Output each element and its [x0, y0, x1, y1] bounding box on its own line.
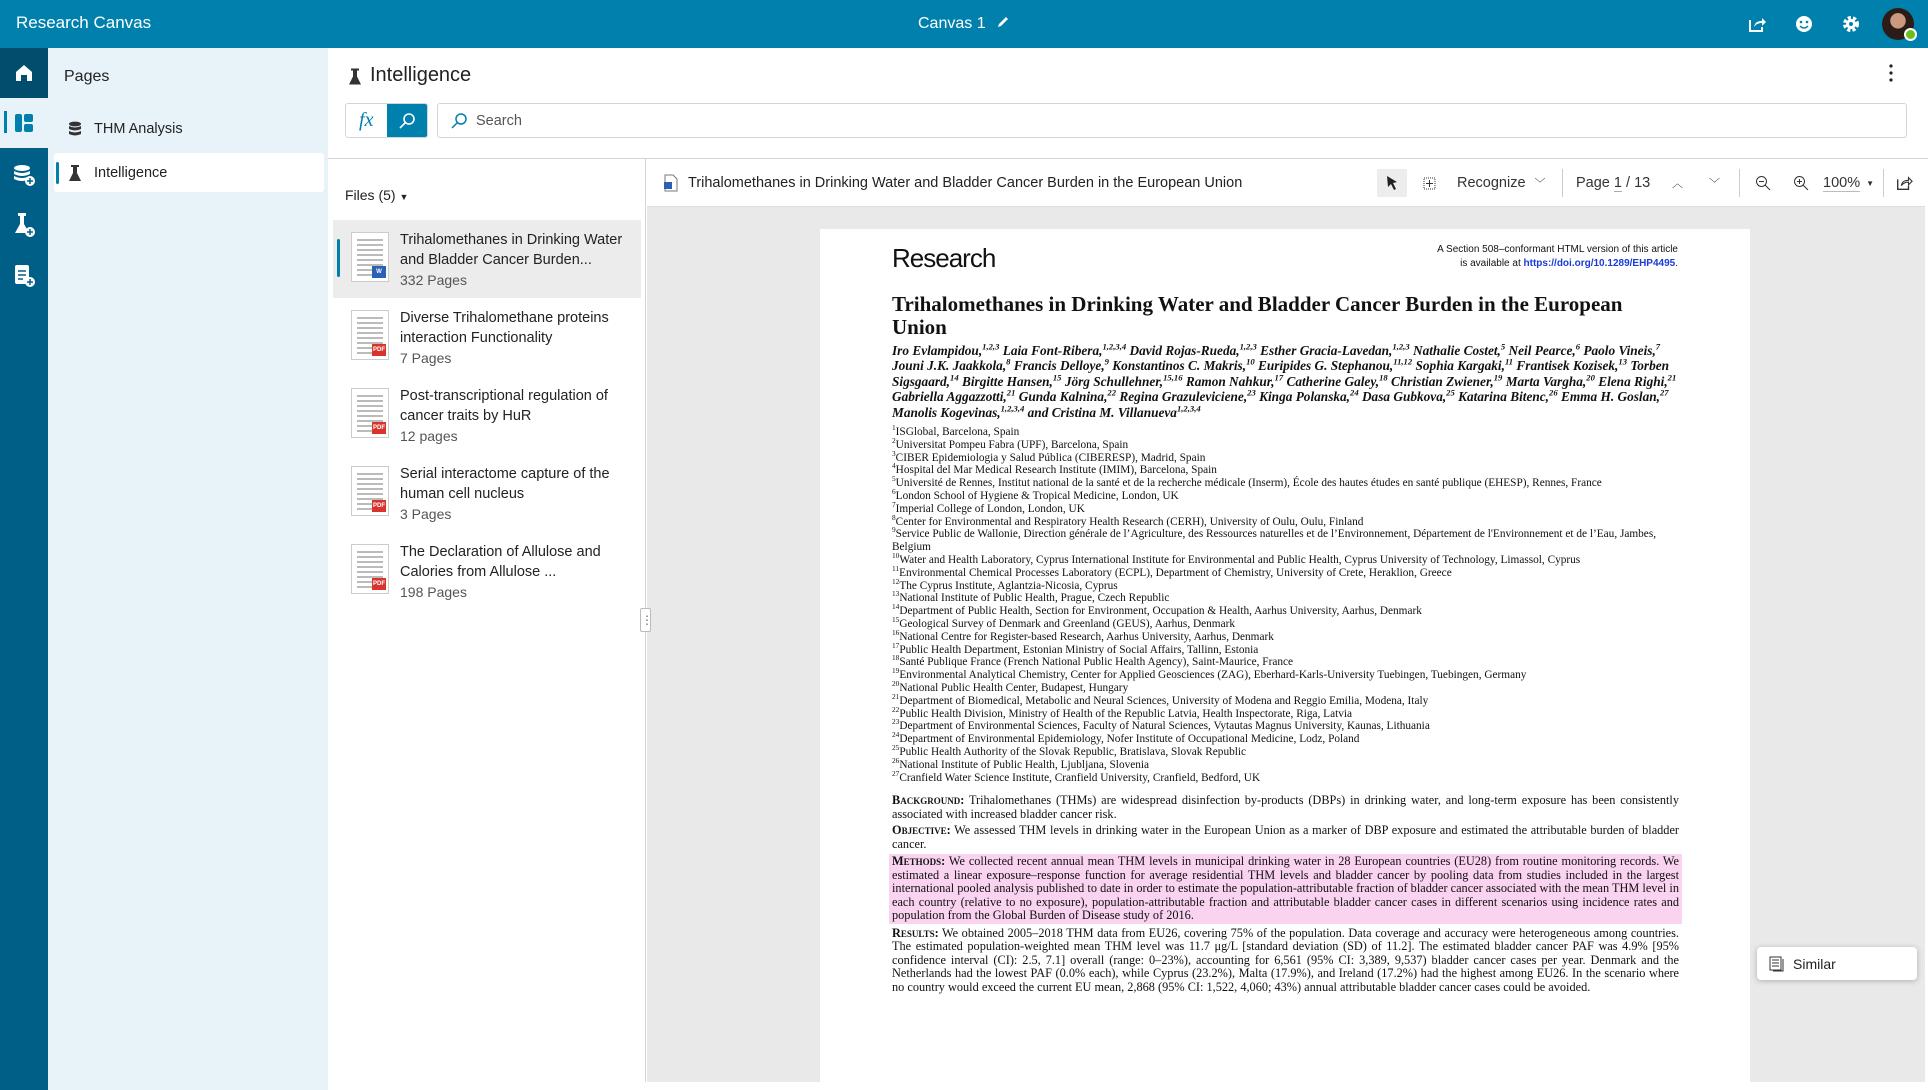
rail-home[interactable]: [0, 48, 48, 98]
search-input[interactable]: [476, 113, 1876, 129]
mode-toggle: [345, 103, 428, 138]
page-title: Intelligence: [370, 64, 472, 86]
add-report-icon: [12, 262, 36, 288]
recognize-label: Recognize: [1457, 175, 1526, 191]
zoom-in-icon: [1793, 175, 1809, 191]
author: Torben Sigsgaard,$^{14}$: [892, 358, 1670, 389]
canvas-title-text: Canvas 1: [918, 15, 986, 32]
author: Francis Delloye,$^9$: [1013, 356, 1109, 374]
add-database-icon: [12, 163, 36, 187]
author: David Rojas-Rueda,$^{1,2,3}$: [1129, 341, 1257, 358]
word-icon: W: [372, 266, 386, 278]
author: Paolo Vineis,$^7$: [1583, 341, 1661, 358]
author: Dasa Gubkova,$^{25}$: [1361, 387, 1455, 405]
smiley-icon[interactable]: [1794, 14, 1814, 34]
paper-title: Trihalomethanes in Drinking Water and Bladder Cancer Burden in the European Union: [892, 292, 1623, 339]
page-number-input[interactable]: 1: [1613, 174, 1622, 191]
main-panel: [328, 48, 1928, 1082]
file-title: Trihalomethanes in Drinking Water and Bladder Cancer Burden...: [400, 232, 623, 268]
abstract-paragraph: Methods: We collected recent annual mean THM levels in municipal drinking water in 28 European countries (EU28) from routine monitoring records. We estimated a linear exposure–response function for average residential THM levels and bladder cancer by pooling data from studies included in the largest international pooled analysis published to date in order to estimate the population-attributable fraction of bladder cancer associated with the mean THM level in each country (relative to no exposure), population-attributable fraction and attributable bladder cancer cases in different scenarios using incidence rates and population from the Global Burden of Disease study of 2016.: [889, 854, 1682, 924]
share-icon: [1895, 174, 1913, 192]
affiliation: $^{12}$The Cyprus Institute, Aglantzia-Nicosia, Cyprus: [892, 576, 1118, 592]
author: Iro Evlampidou,$^{1,2,3}$: [892, 341, 1000, 358]
file-thumbnail: [351, 310, 389, 360]
document-page[interactable]: [820, 229, 1750, 1082]
affiliation: $^{23}$Department of Environmental Sciences, Faculty of Natural Sciences, Vytautas Magnus University, Kaunas, Lithuania: [892, 717, 1430, 733]
file-page-count: 3 Pages: [400, 506, 452, 522]
chevron-up-icon: ︿: [1672, 178, 1683, 190]
select-tool-button[interactable]: [1377, 169, 1407, 197]
search-mode-button[interactable]: [387, 104, 428, 137]
affiliation: $^8$Center for Environmental and Respiratory Health Research (CERH), University of Oulu, Oulu, Finland: [892, 512, 1364, 528]
author: Frantisek Kozisek,$^{13}$: [1516, 356, 1628, 374]
divider: [1562, 169, 1563, 197]
author: Christian Zwiener,$^{19}$: [1391, 372, 1503, 389]
affiliation: $^6$London School of Hygiene & Tropical Medicine, London, UK: [892, 487, 1179, 503]
paper-body: [892, 343, 1679, 997]
affiliation: $^{27}$Cranfield Water Science Institute, Cranfield University, Cranfield, Bedford, UK: [892, 768, 1261, 784]
affiliation: $^3$CIBER Epidemiologia y Salud Pública (CIBERESP), Madrid, Spain: [892, 448, 1206, 464]
similar-popup[interactable]: [1757, 947, 1917, 980]
page-item-thm-analysis[interactable]: [54, 109, 324, 148]
pages-title: Pages: [64, 68, 110, 85]
previous-page-button[interactable]: [1672, 169, 1683, 197]
app-title: Research Canvas: [16, 13, 152, 32]
author: Nathalie Costet,$^5$: [1412, 341, 1506, 358]
divider: [1739, 169, 1740, 197]
author: Kinga Polanska,$^{24}$: [1259, 387, 1359, 405]
pdf-icon: PDF: [372, 344, 386, 356]
author: Euripides G. Stephanou,$^{11,12}$: [1258, 356, 1413, 374]
paper-abstract: [892, 794, 1679, 994]
author: Neil Pearce,$^6$: [1508, 341, 1581, 358]
grid-select-icon: [1423, 177, 1436, 190]
document-list-icon: [1769, 956, 1785, 972]
file-thumbnail: [351, 466, 389, 516]
document-viewer[interactable]: [647, 207, 1925, 1082]
search-field[interactable]: [437, 103, 1907, 138]
affiliation: $^{13}$National Institute of Public Health, Prague, Czech Republic: [892, 589, 1170, 605]
document-toolbar: [647, 159, 1925, 207]
file-thumbnail: [351, 232, 389, 282]
database-icon: [68, 121, 82, 137]
affiliation: $^{22}$Public Health Division, Ministry of Health of the Republic Latvia, Health Inspectorate, Riga, Latvia: [892, 704, 1353, 720]
pdf-icon: PDF: [372, 578, 386, 590]
abstract-paragraph: Background: Trihalomethanes (THMs) are widespread disinfection by-products (DBPs) in drinking water, and long-term exposure has been consistently associated with increased bladder cancer risk.: [892, 793, 1679, 821]
paper-affiliations: [892, 423, 1679, 784]
author: Gabriella Aggazzotti,$^{21}$: [892, 387, 1016, 405]
author: Gunda Kalnina,$^{22}$: [1018, 387, 1117, 405]
file-title: Post-transcriptional regulation of cancer traits by HuR: [400, 388, 608, 424]
word-document-icon: [663, 174, 679, 192]
zoom-out-button[interactable]: [1755, 169, 1771, 197]
author: Jouni J.K. Jaakkola,$^8$: [892, 356, 1011, 374]
affiliation: $^{15}$Geological Survey of Denmark and Greenland (GEUS), Aarhus, Denmark: [892, 615, 1235, 630]
author: Jörg Schullehner,$^{15,16}$: [1064, 372, 1183, 389]
affiliation: $^2$Universitat Pompeu Fabra (UPF), Barcelona, Spain: [892, 436, 1129, 451]
zoom-level: 100%: [1823, 174, 1861, 191]
affiliation: $^{20}$National Public Health Center, Budapest, Hungary: [892, 679, 1129, 694]
affiliation: $^{25}$Public Health Authority of the Slovak Republic, Bratislava, Slovak Republic: [892, 743, 1247, 758]
file-thumbnail: [351, 388, 389, 438]
page-item-intelligence[interactable]: [54, 153, 324, 192]
search-icon: [398, 112, 416, 130]
similar-label: Similar: [1793, 955, 1836, 972]
affiliation: $^9$Service Public de Wallonie, Direction générale de l’Agriculture, des Ressources naturelles et de l’Environnement, Département de l'Environnement et de l’Eau, Jambes, Belgium: [892, 525, 1657, 554]
export-button[interactable]: [1895, 169, 1913, 197]
note-line: is available at: [1460, 257, 1524, 269]
home-icon: [13, 62, 35, 84]
affiliation: $^{16}$National Centre for Register-based Research, Aarhus University, Aarhus, Denmark: [892, 628, 1274, 643]
share-icon[interactable]: [1747, 14, 1767, 34]
pages-panel: [48, 48, 328, 1090]
doi-link[interactable]: https://doi.org/10.1289/EHP4495: [1523, 257, 1676, 269]
file-item[interactable]: [333, 454, 641, 532]
affiliation: $^{18}$Santé Publique France (French National Public Health Agency), Saint-Maurice, France: [892, 653, 1294, 669]
top-bar: [0, 0, 1928, 48]
pdf-icon: PDF: [372, 500, 386, 512]
author: Manolis Kogevinas,$^{1,2,3,4}$: [892, 403, 1025, 420]
chevron-down-icon: ﹀: [1534, 178, 1546, 190]
icon-rail: [0, 48, 48, 1090]
affiliation: $^{10}$Water and Health Laboratory, Cyprus International Institute for Environmental and Public Health, Cyprus University of Technology, Limassol, Cyprus: [892, 551, 1581, 566]
file-page-count: 198 Pages: [400, 584, 467, 600]
rail-add-experiment[interactable]: [0, 200, 48, 250]
flask-icon: [348, 68, 362, 85]
canvas-title[interactable]: [918, 15, 1010, 33]
files-dropdown[interactable]: [345, 187, 408, 203]
affiliation: $^{21}$Department of Biomedical, Metabolic and Neural Sciences, University of Modena and Reggio Emilia, Modena, Italy: [892, 692, 1429, 707]
author: Birgitte Hansen,$^{15}$: [961, 372, 1062, 389]
affiliation: $^{17}$Public Health Department, Estonian Ministry of Social Affairs, Tallinn, Estonia: [892, 640, 1259, 656]
affiliation: $^{19}$Environmental Analytical Chemistry, Center for Applied Geosciences (ZAG), Eberhard-Karls-University Tuebingen, Tuebingen, Germany: [892, 666, 1527, 682]
caret-down-icon: ▼: [1866, 178, 1875, 188]
note-line: A Section 508–conformant HTML version of this article: [1437, 244, 1678, 255]
affiliation: $^5$Université de Rennes, Institut national de la santé et de la recherche médicale (Inserm), École des hautes études en santé publique (EHESP), Rennes, France: [892, 474, 1602, 490]
zoom-out-icon: [1755, 175, 1771, 191]
abstract-paragraph: Objective: We assessed THM levels in drinking water in the European Union as a marker of DBP exposure and estimated the attributable burden of bladder cancer.: [892, 823, 1679, 851]
panel-resize-handle[interactable]: ⋮: [640, 608, 651, 632]
affiliation: $^7$Imperial College of London, London, UK: [892, 500, 1085, 515]
file-item[interactable]: [333, 220, 641, 298]
search-icon: [450, 112, 468, 130]
file-page-count: 12 pages: [400, 428, 458, 444]
next-page-button[interactable]: [1709, 169, 1720, 197]
rail-add-report[interactable]: [0, 250, 48, 300]
author: Marta Vargha,$^{20}$: [1505, 372, 1595, 389]
document-title: Trihalomethanes in Drinking Water and Bladder Cancer Burden in the European Union: [688, 175, 1243, 191]
file-title: The Declaration of Allulose and Calories from Allulose ...: [400, 544, 601, 580]
author: Elena Righi,$^{21}$: [1598, 372, 1677, 389]
author: Esther Gracia-Lavedan,$^{1,2,3}$: [1260, 341, 1410, 358]
author: Catherine Galey,$^{18}$: [1286, 372, 1388, 389]
file-title: Serial interactome capture of the human cell nucleus: [400, 466, 610, 502]
author: Sophia Kargaki,$^{11}$: [1415, 356, 1514, 374]
author: Cristina M. Villanueva$^{1,2,3,4}$: [1051, 403, 1201, 420]
file-item[interactable]: [333, 298, 641, 376]
file-page-count: 7 Pages: [400, 350, 452, 366]
rail-add-database[interactable]: [0, 150, 48, 200]
paper-section: Research: [892, 243, 996, 273]
affiliation: $^1$ISGlobal, Barcelona, Spain: [892, 423, 1020, 439]
pointer-icon: [1385, 175, 1399, 191]
presence-status-icon: [1904, 28, 1917, 41]
affiliation: $^4$Hospital del Mar Medical Research Institute (IMIM), Barcelona, Spain: [892, 461, 1217, 477]
affiliation: $^{11}$Environmental Chemical Processes Laboratory (ECPL), Department of Chemistry, University of Crete, Heraklion, Greece: [892, 564, 1452, 579]
pencil-icon[interactable]: [996, 15, 1010, 29]
author: Regina Grazuleviciene,$^{23}$: [1119, 387, 1256, 405]
flask-icon: [68, 165, 82, 181]
zoom-level-dropdown[interactable]: [1823, 169, 1874, 197]
pdf-icon: PDF: [372, 422, 386, 434]
affiliation: $^{26}$National Institute of Public Health, Ljubljana, Slovenia: [892, 755, 1150, 771]
page-item-label: Intelligence: [94, 164, 168, 181]
zoom-in-button[interactable]: [1793, 169, 1809, 197]
fx-icon: fx: [359, 109, 374, 131]
accessibility-note: A Section 508–conformant HTML version of this article is available at https://doi.org/10.1289/EHP4495.: [1437, 244, 1678, 269]
file-page-count: 332 Pages: [400, 272, 467, 288]
paper-authors: [892, 343, 1679, 420]
chevron-down-icon: ﹀: [1709, 178, 1720, 190]
region-tool-button[interactable]: [1417, 169, 1441, 197]
more-options-icon[interactable]: [1886, 62, 1896, 84]
page-total: / 13: [1626, 175, 1651, 191]
author: Ramon Nahkur,$^{17}$: [1185, 372, 1284, 389]
abstract-paragraph: Results: We obtained 2005–2018 THM data from EU26, covering 75% of the population. Data coverage and accuracy were heterogeneous among countries. The estimated population-weighted mean THM level was 11.7 μg/L [standard deviation (SD) of 11.2]. The estimated bladder cancer PAF was 4.9% [95% confidence interval (CI): 2.5, 7.1] overall (range: 0–23%), accounting for 6,561 (95% CI: 3,389, 9,537) bladder cancer cases per year. Denmark and the Netherlands had the lowest PAF (0.0% each), while Cyprus (23.2%), Malta (17.9%), and Ireland (17.2%) had the highest among EU26. In the scenario where no country would exceed the current EU mean, 2,868 (95% CI: 1,522, 4,060; 43%) annual attributable bladder cancer cases could be avoided.: [892, 925, 1679, 994]
author: Konstantinos C. Makris,$^{10}$: [1112, 356, 1255, 374]
affiliation: $^{14}$Department of Public Health, Section for Environment, Occupation & Health, Aarhus University, Aarhus, Denmark: [892, 602, 1422, 618]
page-label: Page: [1576, 175, 1610, 191]
file-thumbnail: [351, 544, 389, 594]
files-header: Files (5): [345, 187, 396, 203]
add-experiment-icon: [12, 212, 36, 238]
file-list: [333, 220, 641, 610]
file-item[interactable]: [333, 376, 641, 454]
caret-down-icon: ▼: [399, 192, 409, 202]
gear-icon[interactable]: [1841, 14, 1861, 34]
author: and: [1027, 404, 1049, 420]
pages-icon: [14, 113, 34, 133]
files-panel: [328, 159, 646, 1082]
file-item[interactable]: [333, 532, 641, 610]
divider: [1883, 169, 1884, 197]
file-title: Diverse Trihalomethane proteins interaction Functionality: [400, 310, 609, 346]
recognize-dropdown[interactable]: [1457, 169, 1546, 197]
author: Katarina Bitenc,$^{26}$: [1458, 387, 1558, 405]
page-indicator: [1576, 169, 1650, 197]
page-item-label: THM Analysis: [94, 120, 183, 137]
author: Laia Font-Ribera,$^{1,2,3,4}$: [1002, 341, 1127, 358]
formula-mode-button[interactable]: [346, 104, 387, 137]
rail-pages[interactable]: [0, 98, 48, 148]
affiliation: $^{24}$Department of Environmental Epidemiology, Nofer Institute of Occupational Medicine, Lodz, Poland: [892, 730, 1360, 746]
author: Emma H. Goslan,$^{27}$: [1560, 387, 1669, 405]
